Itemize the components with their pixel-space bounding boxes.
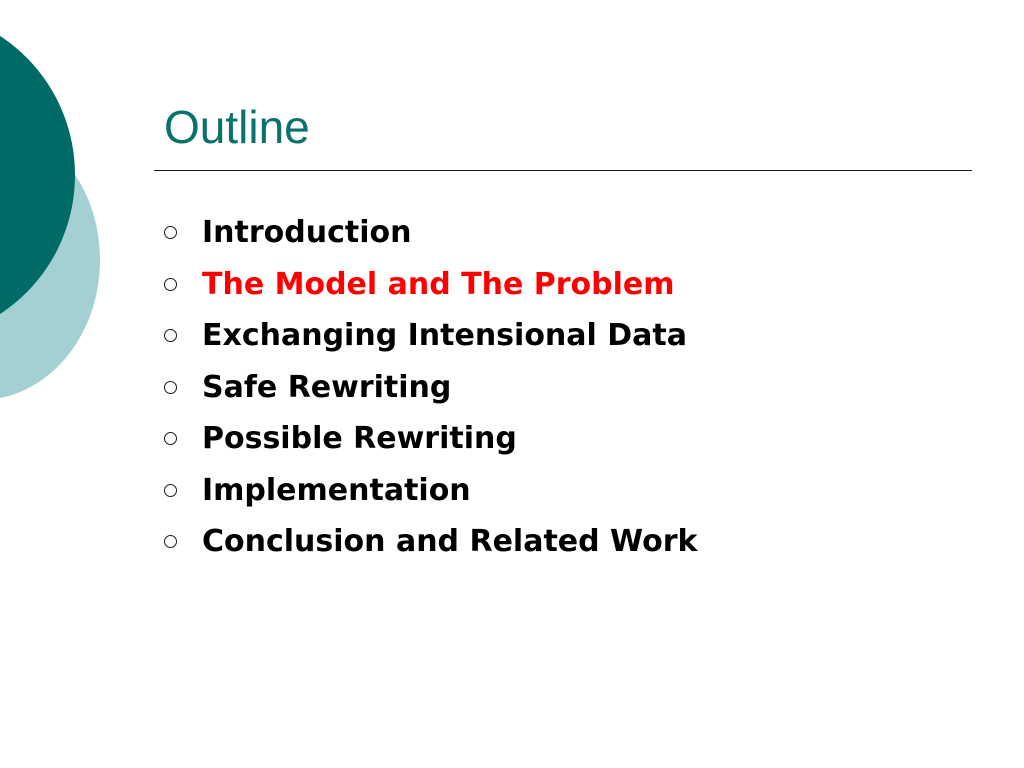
list-item — [164, 465, 697, 517]
list-item — [164, 413, 697, 465]
list-item — [164, 516, 697, 568]
hollow-circle-bullet-icon — [164, 432, 177, 445]
bullet-text-highlighted: The Model and The Problem — [202, 266, 675, 302]
hollow-circle-bullet-icon — [164, 535, 177, 548]
hollow-circle-bullet-icon — [164, 381, 177, 394]
bullet-text: Possible Rewriting — [202, 421, 517, 457]
title-divider — [154, 170, 972, 171]
list-item — [164, 207, 697, 259]
bullet-text: Conclusion and Related Work — [202, 524, 698, 560]
list-item — [164, 310, 697, 362]
outline-list — [164, 207, 697, 568]
list-item — [164, 362, 697, 414]
hollow-circle-bullet-icon — [164, 329, 177, 342]
hollow-circle-bullet-icon — [164, 278, 177, 291]
bullet-text: Introduction — [202, 215, 412, 251]
bullet-text: Safe Rewriting — [202, 369, 452, 405]
hollow-circle-bullet-icon — [164, 226, 177, 239]
bullet-text: Implementation — [202, 472, 471, 508]
list-item — [164, 259, 697, 311]
slide-title: Outline — [164, 101, 310, 153]
hollow-circle-bullet-icon — [164, 484, 177, 497]
bullet-text: Exchanging Intensional Data — [202, 318, 687, 354]
